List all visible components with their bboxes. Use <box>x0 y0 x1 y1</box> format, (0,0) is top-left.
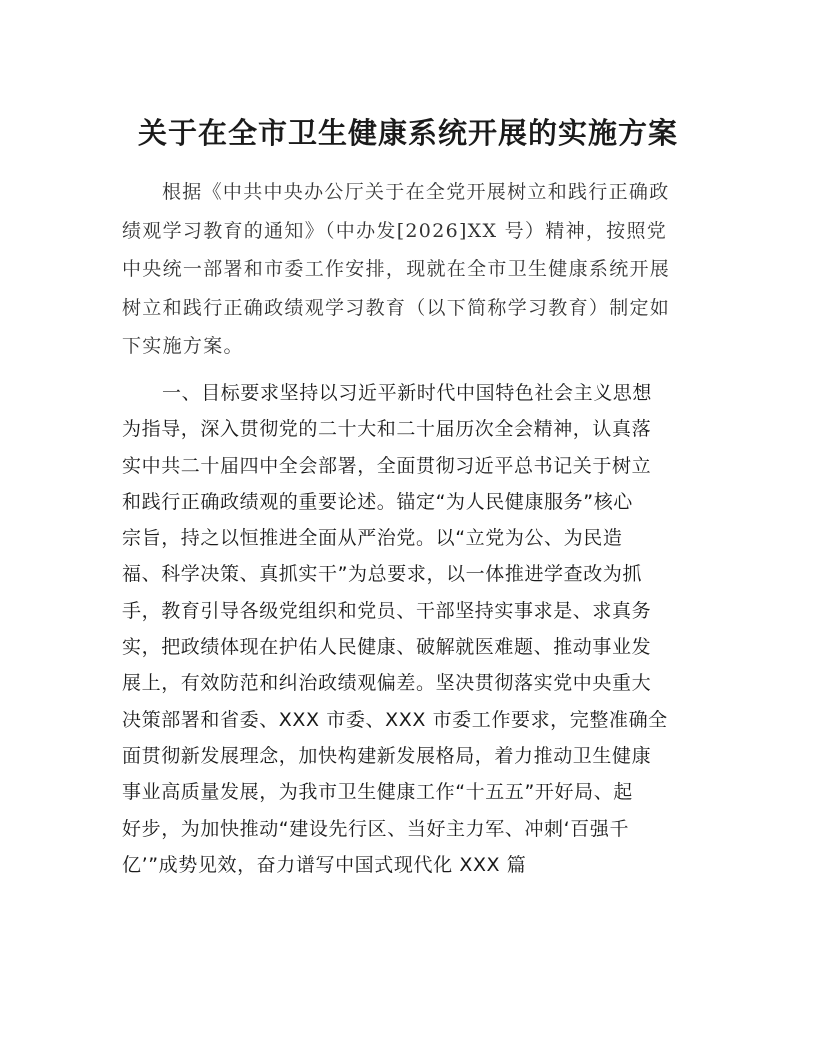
paragraph-line: 根据《中共中央办公厅关于在全党开展树立和践行正确政 <box>162 181 670 203</box>
goals-paragraph <box>122 375 696 883</box>
paragraph-line: 面贯彻新发展理念，加快构建新发展格局，着力推动卫生健康 <box>122 744 652 767</box>
paragraph-line: 福、科学决策、真抓实干”为总要求，以一体推进学查改为抓 <box>122 563 643 586</box>
paragraph-line: 展上，有效防范和纠治政绩观偏差。坚决贯彻落实党中央重大 <box>122 672 652 695</box>
paragraph-line: 中央统一部署和市委工作安排，现就在全市卫生健康系统开展 <box>122 258 671 280</box>
paragraph-line: 手，教育引导各级党组织和党员、干部坚持实事求是、求真务 <box>122 599 652 622</box>
paragraph-line: 绩观学习教育的通知》（中办发[2026]XX 号）精神，按照党 <box>122 219 668 242</box>
document-title: 关于在全市卫生健康系统开展的实施方案 <box>137 116 678 150</box>
paragraph-line: 好步，为加快推动“建设先行区、当好主力军、冲刺‘百强千 <box>122 817 630 840</box>
paragraph-line: 实中共二十届四中全会部署，全面贯彻习近平总书记关于树立 <box>122 454 652 477</box>
paragraph-line: 一、目标要求坚持以习近平新时代中国特色社会主义思想 <box>162 382 653 404</box>
intro-paragraph <box>122 173 696 366</box>
paragraph-line: 决策部署和省委、XXX 市委、XXX 市委工作要求，完整准确全 <box>122 708 668 731</box>
paragraph-line: 为指导，深入贯彻党的二十大和二十届历次全会精神，认真落 <box>122 418 652 441</box>
paragraph-line: 下实施方案。 <box>122 335 244 357</box>
paragraph-line: 实，把政绩体现在护佑人民健康、破解就医难题、推动事业发 <box>122 636 652 659</box>
paragraph-line: 亿’”成势见效，奋力谱写中国式现代化 XXX 篇 <box>122 853 527 876</box>
paragraph-line: 宗旨，持之以恒推进全面从严治党。以“立党为公、为民造 <box>122 527 623 550</box>
paragraph-line: 和践行正确政绩观的重要论述。锚定“为人民健康服务”核心 <box>122 490 633 513</box>
paragraph-line: 事业高质量发展，为我市卫生健康工作“十五五”开好局、起 <box>122 781 633 804</box>
paragraph-line: 树立和践行正确政绩观学习教育（以下简称学习教育）制定如 <box>122 296 671 319</box>
